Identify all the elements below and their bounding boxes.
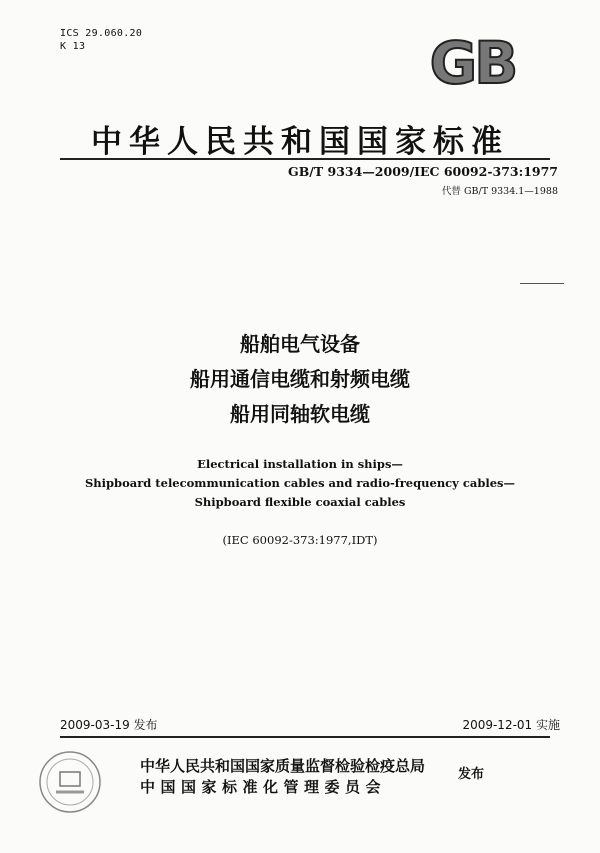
replaces-standard: 代替 GB/T 9334.1—1988	[441, 186, 558, 197]
title-en-line-2: Shipboard telecommunication cables and radio-frequency cables—	[84, 476, 516, 490]
national-standard-title: 中华人民共和国国家标准	[91, 124, 509, 160]
classification-codes	[60, 27, 142, 53]
issue-date: 2009-03-19 发布	[60, 718, 158, 732]
ccs-code: K 13	[60, 41, 86, 52]
bottom-divider	[60, 736, 550, 738]
title-en-line-3: Shipboard flexible coaxial cables	[194, 495, 406, 509]
title-cn-line-2: 船用通信电缆和射频电缆	[190, 367, 410, 391]
official-seal-icon	[38, 750, 102, 814]
ics-code: ICS 29.060.20	[60, 28, 143, 39]
gb-logo	[410, 36, 535, 88]
standard-number: GB/T 9334—2009/IEC 60092-373:1977	[288, 164, 558, 179]
short-divider	[520, 283, 564, 284]
iec-reference: (IEC 60092-373:1977,IDT)	[222, 533, 378, 547]
title-cn-line-3: 船用同轴软电缆	[230, 402, 370, 426]
gb-logo-text: GB	[429, 36, 516, 88]
publisher-sac: 中国国家标准化管理委员会	[140, 778, 387, 796]
publish-label: 发布	[458, 767, 485, 782]
top-divider	[60, 158, 550, 160]
publisher-aqsiq: 中华人民共和国国家质量监督检验检疫总局	[140, 757, 426, 775]
effective-date: 2009-12-01 实施	[462, 718, 560, 732]
title-en-line-1: Electrical installation in ships—	[197, 457, 403, 471]
title-cn-line-1: 船舶电气设备	[240, 332, 360, 356]
